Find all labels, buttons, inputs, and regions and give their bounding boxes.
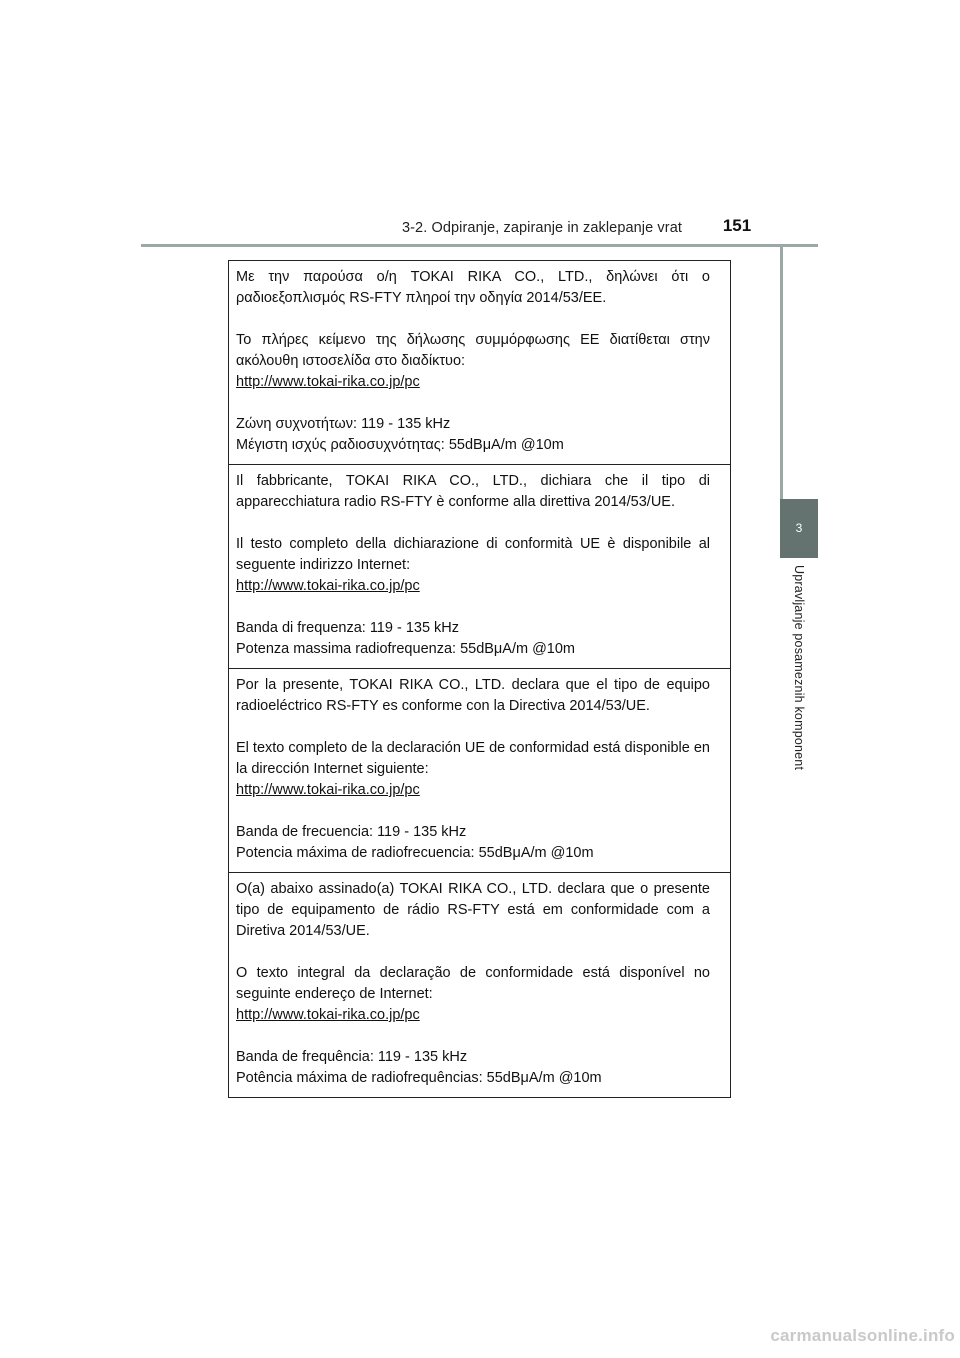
declaration-link[interactable]: http://www.tokai-rika.co.jp/pc xyxy=(236,374,420,390)
frequency-band: Banda de frequência: 119 - 135 kHz xyxy=(236,1049,468,1065)
declaration-availability: El texto completo de la declaración UE de conformidad está disponible en la dirección Internet siguiente: xyxy=(236,740,710,777)
max-power: Potencia máxima de radiofrecuencia: 55dBμA/m @10m xyxy=(236,845,594,861)
max-power: Μέγιστη ισχύς ραδιοσυχνότητας: 55dBμA/m @10m xyxy=(236,437,564,453)
declaration-availability: O texto integral da declaração de conformidade está disponível no seguinte endereço de Internet: xyxy=(236,965,710,1002)
declaration-statement: Il fabbricante, TOKAI RIKA CO., LTD., dichiara che il tipo di apparecchiatura radio RS-FTY è conforme alla direttiva 2014/53/UE. xyxy=(236,473,710,510)
chapter-tab: 3 xyxy=(780,499,818,558)
site-watermark: carmanualsonline.info xyxy=(770,1326,955,1345)
header-rule xyxy=(141,244,818,247)
side-rule xyxy=(780,244,783,502)
chapter-label-text: Upravljanje posameznih komponent xyxy=(792,565,806,771)
declaration-statement: Με την παρούσα ο/η TOKAI RIKA CO., LTD., δηλώνει ότι ο ραδιοεξοπλισμός RS-FTY πληροί την οδηγία 2014/53/ΕΕ. xyxy=(236,269,710,306)
declaration-block-greek xyxy=(229,261,730,464)
running-header: 3-2. Odpiranje, zapiranje in zaklepanje vrat xyxy=(401,220,682,236)
frequency-band: Banda di frequenza: 119 - 135 kHz xyxy=(236,620,460,636)
declaration-block-italian xyxy=(229,464,730,668)
frequency-band: Banda de frecuencia: 119 - 135 kHz xyxy=(236,824,467,840)
declaration-availability: Il testo completo della dichiarazione di conformità UE è disponibile al seguente indirizzo Internet: xyxy=(236,536,710,573)
frequency-band: Ζώνη συχνοτήτων: 119 - 135 kHz xyxy=(236,416,451,432)
page-number: 151 xyxy=(722,216,752,235)
declaration-availability: Το πλήρες κείμενο της δήλωσης συμμόρφωσης ΕΕ διατίθεται στην ακόλουθη ιστοσελίδα στο διαδίκτυο: xyxy=(236,332,710,369)
declaration-statement: O(a) abaixo assinado(a) TOKAI RIKA CO., LTD. declara que o presente tipo de equipamento de rádio RS-FTY está em conformidade com a Diretiva 2014/53/UE. xyxy=(236,881,710,939)
declaration-statement: Por la presente, TOKAI RIKA CO., LTD. declara que el tipo de equipo radioeléctrico RS-FTY es conforme con la Directiva 2014/53/UE. xyxy=(236,677,710,714)
declaration-block-portuguese xyxy=(229,872,730,1097)
max-power: Potência máxima de radiofrequências: 55dBμA/m @10m xyxy=(236,1070,602,1086)
declaration-table xyxy=(228,260,731,1098)
declaration-link[interactable]: http://www.tokai-rika.co.jp/pc xyxy=(236,1007,420,1023)
declaration-link[interactable]: http://www.tokai-rika.co.jp/pc xyxy=(236,578,420,594)
declaration-block-spanish xyxy=(229,668,730,872)
max-power: Potenza massima radiofrequenza: 55dBμA/m @10m xyxy=(236,641,576,657)
declaration-link[interactable]: http://www.tokai-rika.co.jp/pc xyxy=(236,782,420,798)
